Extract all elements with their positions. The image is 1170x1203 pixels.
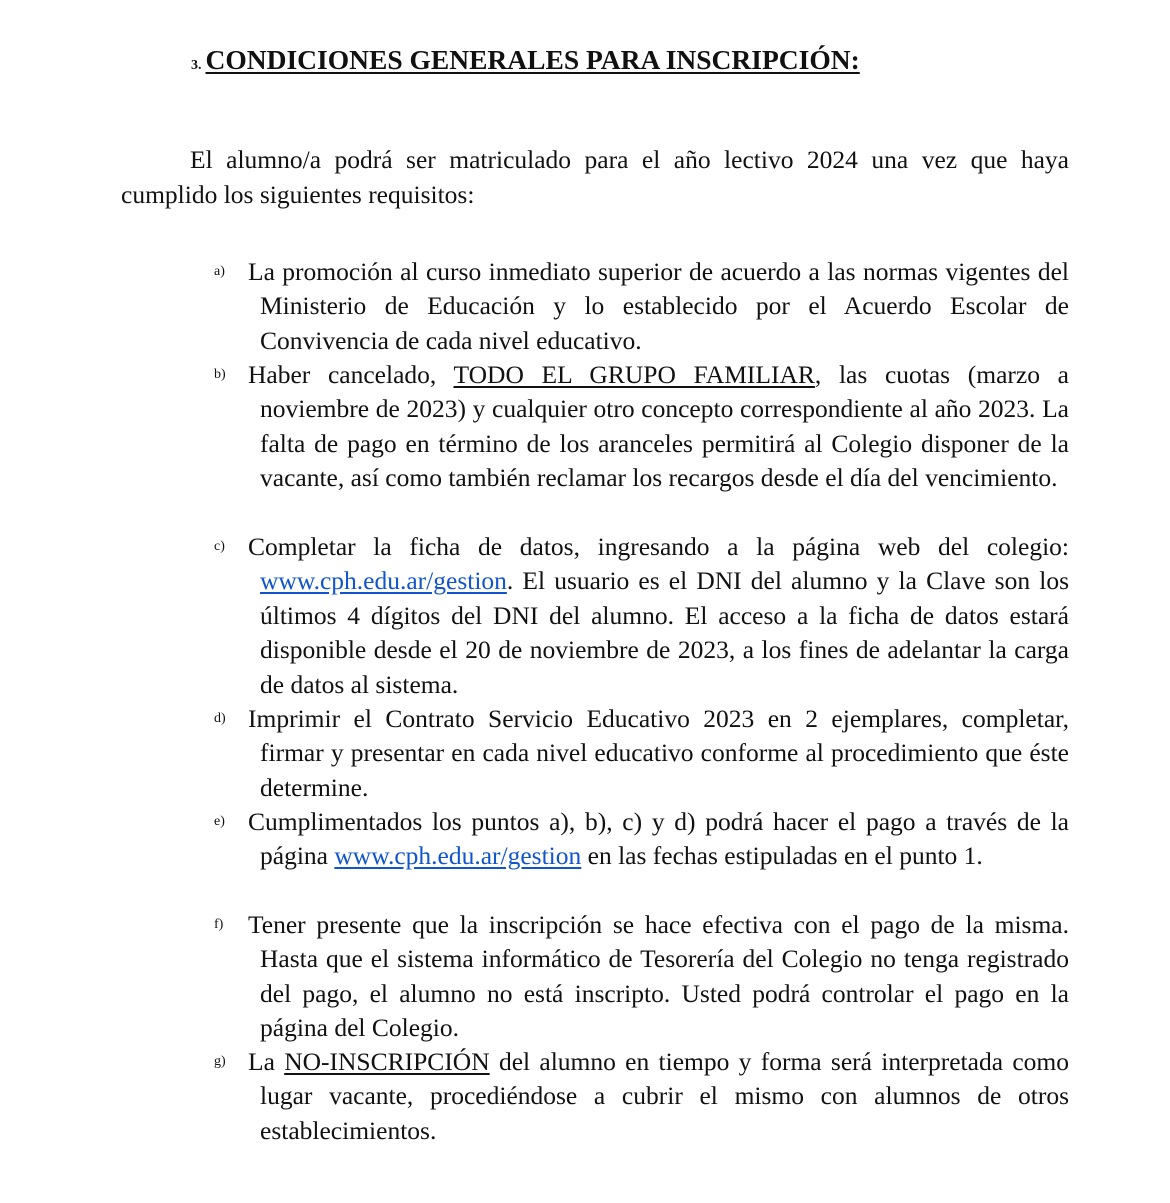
text-run: , las cuotas (marzo a noviembre de 2023) y cualquier otro concepto correspondiente al año 2023. La falta de pago en término de los aranceles permitirá al Colegio disponer de la vacante, así como también reclamar los recargos desde el día del vencimiento.	[260, 360, 1069, 493]
requirement-text	[248, 257, 1069, 355]
requirement-text	[248, 1047, 1069, 1145]
requirement-item-d: d) Imprimir el Contrato Servicio Educativo 2023 en 2 ejemplares, completar, firmar y presentar en cada nivel educativo conforme al procedimiento que éste determine.	[214, 704, 1069, 802]
emphasis-no-inscripcion: NO-INSCRIPCIÓN	[284, 1047, 490, 1076]
requirement-item-c: c) Completar la ficha de datos, ingresando a la página web del colegio: www.cph.edu.ar/gestion. El usuario es el DNI del alumno y la Clave son los últimos 4 dígitos del DNI del alumno. El acceso a la ficha de datos estará disponible desde el 20 de noviembre de 2023, a los fines de adelantar la carga de datos al sistema.	[214, 532, 1069, 699]
text-run: en las fechas estipuladas en el punto 1.	[581, 841, 983, 871]
text-run: Imprimir el Contrato Servicio Educativo 2023 en 2 ejemplares, completar, firmar y presentar en cada nivel educativo conforme al procedimiento que éste determine.	[248, 704, 1069, 802]
requirement-item-e: e) Cumplimentados los puntos a), b), c) y d) podrá hacer el pago a través de la página www.cph.edu.ar/gestion en las fechas estipuladas en el punto 1.	[214, 807, 1069, 871]
requirement-text	[248, 360, 1069, 492]
text-run: . El usuario es el DNI del alumno y la Clave son los últimos 4 dígitos del DNI del alumno. El acceso a la ficha de datos estará disponible desde el 20 de noviembre de 2023, a los fines de adelantar la carga de datos al sistema.	[260, 566, 1069, 699]
section-number: 3.	[191, 58, 202, 73]
requirement-text	[248, 910, 1069, 1042]
text-run: Tener presente que la inscripción se hace efectiva con el pago de la misma. Hasta que el sistema informático de Tesorería del Colegio no tenga registrado del pago, el alumno no está inscripto. Usted podrá controlar el pago en la página del Colegio.	[248, 910, 1069, 1043]
emphasis-family-group: TODO EL GRUPO FAMILIAR	[453, 360, 815, 389]
requirement-text	[248, 704, 1069, 802]
text-run: Cumplimentados los puntos a), b), c) y d) podrá hacer el pago a través de la página	[248, 807, 1069, 871]
requirement-item-b: b) Haber cancelado, TODO EL GRUPO FAMILIAR, las cuotas (marzo a noviembre de 2023) y cualquier otro concepto correspondiente al año 2023. La falta de pago en término de los aranceles permitirá al Colegio disponer de la vacante, así como también reclamar los recargos desde el día del vencimiento.	[214, 360, 1069, 493]
intro-paragraph: El alumno/a podrá ser matriculado para el año lectivo 2024 una vez que haya cumplido los siguientes requisitos:	[121, 145, 1069, 209]
text-run: La	[248, 1047, 285, 1076]
gestion-link[interactable]: www.cph.edu.ar/gestion	[260, 566, 507, 596]
requirements-list	[214, 255, 1069, 1148]
requirement-item-a: a) La promoción al curso inmediato superior de acuerdo a las normas vigentes del Ministerio de Educación y lo establecido por el Acuerdo Escolar de Convivencia de cada nivel educativo.	[214, 257, 1069, 355]
section-title: CONDICIONES GENERALES PARA INSCRIPCIÓN:	[205, 44, 860, 75]
section-heading	[191, 44, 860, 76]
text-run: Haber cancelado,	[248, 360, 454, 389]
requirement-text	[248, 532, 1069, 699]
requirement-item-f: f) Tener presente que la inscripción se hace efectiva con el pago de la misma. Hasta que el sistema informático de Tesorería del Colegio no tenga registrado del pago, el alumno no está inscripto. Usted podrá controlar el pago en la página del Colegio.	[214, 910, 1069, 1043]
text-run: del alumno en tiempo y forma será interpretada como lugar vacante, procediéndose a cubrir el mismo con alumnos de otros establecimientos.	[260, 1047, 1069, 1145]
text-run: Completar la ficha de datos, ingresando a la página web del colegio:	[248, 532, 1069, 561]
requirement-text	[248, 807, 1069, 870]
text-run: La promoción al curso inmediato superior de acuerdo a las normas vigentes del Ministerio de Educación y lo establecido por el Acuerdo Escolar de Convivencia de cada nivel educativo.	[248, 257, 1069, 355]
gestion-link[interactable]: www.cph.edu.ar/gestion	[334, 841, 582, 871]
requirement-item-g: g) La NO-INSCRIPCIÓN del alumno en tiempo y forma será interpretada como lugar vacante, procediéndose a cubrir el mismo con alumnos de otros establecimientos.	[214, 1047, 1069, 1145]
